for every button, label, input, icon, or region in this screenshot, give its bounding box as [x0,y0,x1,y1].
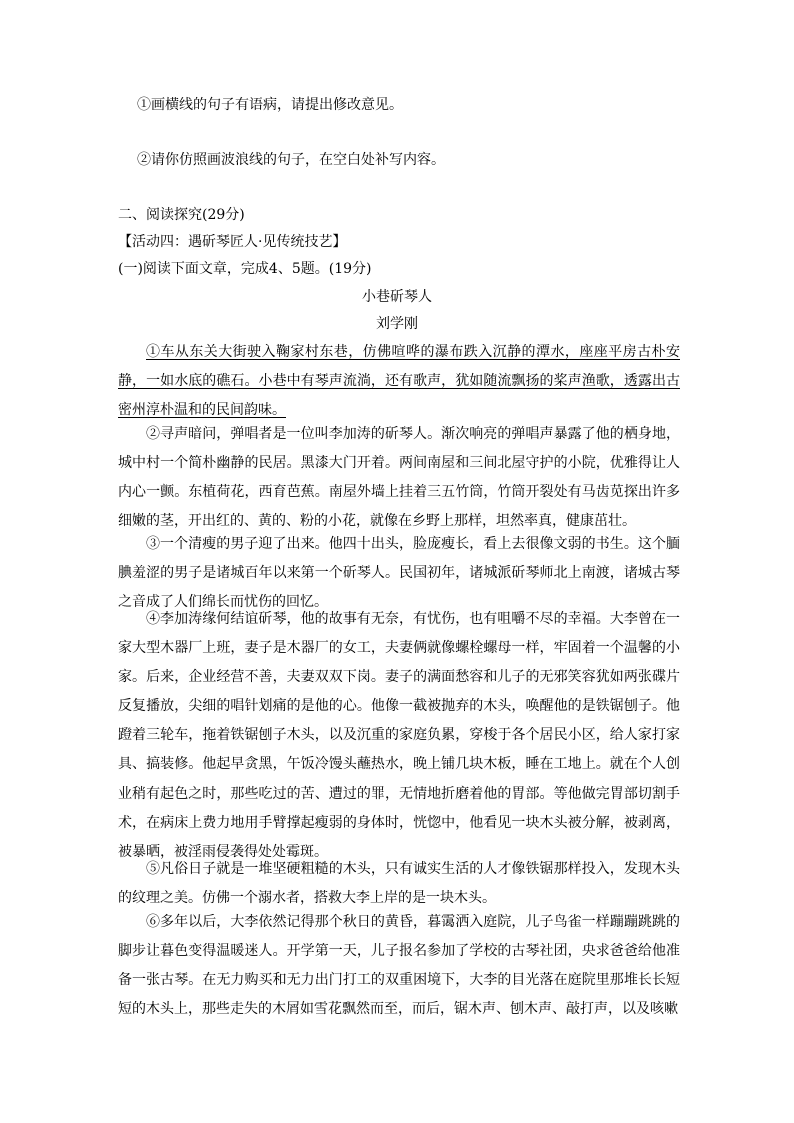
article-title: 小巷斫琴人 [362,289,432,305]
article-paragraph-2: ②寻声暗问，弹唱者是一位叫李加涛的斫琴人。渐次响亮的弹唱声暴露了他的栖身地，城中村一个简朴幽静的民居。黑漆大门开着。两间南屋和三间北屋守护的小院，优雅得让人内心一颤。东植荷花，西育芭蕉。南屋外墙上挂着三五竹筒，竹筒开裂处有马齿苋探出许多细嫩的茎，开出红的、黄的、粉的小花，就像在乡野上那样，坦然率真，健康茁壮。 [118,426,680,530]
section-heading: 二、阅读探究(29分) [118,207,245,223]
article-author: 刘学刚 [376,316,418,332]
article-paragraph-5: ⑤凡俗日子就是一堆坚硬粗糙的木头，只有诚实生活的人才像铁锯那样投入，发现木头的纹理之美。仿佛一个溺水者，搭救大李上岸的是一块木头。 [118,861,680,907]
reading-instruction: (一)阅读下面文章，完成4、5题。(19分) [118,261,372,277]
article-paragraph-3: ③一个清瘦的男子迎了出来。他四十出头，脸庞瘦长，看上去很像文弱的书生。这个腼腆羞涩的男子是诸城百年以来第一个斫琴人。民国初年，诸城派斫琴师北上南渡，诸城古琴之音成了人们绵长而忧伤的回忆。 [118,536,680,611]
article-paragraph-4: ④李加涛缘何结谊斫琴，他的故事有无奈，有忧伤，也有咀嚼不尽的幸福。大李曾在一家大型木器厂上班，妻子是木器厂的女工，夫妻俩就像螺栓螺母一样，牢固着一个温馨的小家。后来，企业经营不善，夫妻双双下岗。妻子的满面愁容和儿子的无邪笑容犹如两张碟片反复播放，尖细的唱针划痛的是他的心。他像一截被抛弃的木头，唤醒他的是铁锯刨子。他蹬着三轮车，拖着铁锯刨子木头，以及沉重的家庭负累，穿梭于各个居民小区，给人家打家具、搞装修。他起早贪黑，午饭冷馒头蘸热水，晚上铺几块木板，睡在工地上。就在个人创业稍有起色之时，那些吃过的苦、遭过的罪，无情地折磨着他的胃部。等他做完胃部切割手术，在病床上费力地用手臂撑起瘦弱的身体时，恍惚中，他看见一块木头被分解，被剥离，被暴晒，被淫雨侵袭得处处霉斑。 [118,611,680,860]
question-2: ②请你仿照画波浪线的句子，在空白处补写内容。 [137,152,445,168]
question-1: ①画横线的句子有语病，请提出修改意见。 [137,97,403,113]
article-paragraph-6: ⑥多年以后，大李依然记得那个秋日的黄昏，暮霭洒入庭院，儿子鸟雀一样蹦蹦跳跳的脚步让暮色变得温暖迷人。开学第一天，儿子报名参加了学校的古琴社团，央求爸爸给他准备一张古琴。在无力购买和无力出门打工的双重困境下，大李的目光落在庭院里那堆长长短短的木头上，那些走失的木屑如雪花飘然而至，而后，锯木声、刨木声、敲打声，以及咳嗽 [118,914,680,1018]
article-paragraph-1: ①车从东关大街驶入鞠家村东巷，仿佛喧哗的瀑布跌入沉静的潭水，座座平房古朴安静，一如水底的礁石。小巷中有琴声流淌，还有歌声，犹如随流飘扬的桨声渔歌，透露出古密州淳朴温和的民间韵味。 [118,344,680,419]
activity-heading: 【活动四：遇斫琴匠人·见传统技艺】 [118,234,347,250]
